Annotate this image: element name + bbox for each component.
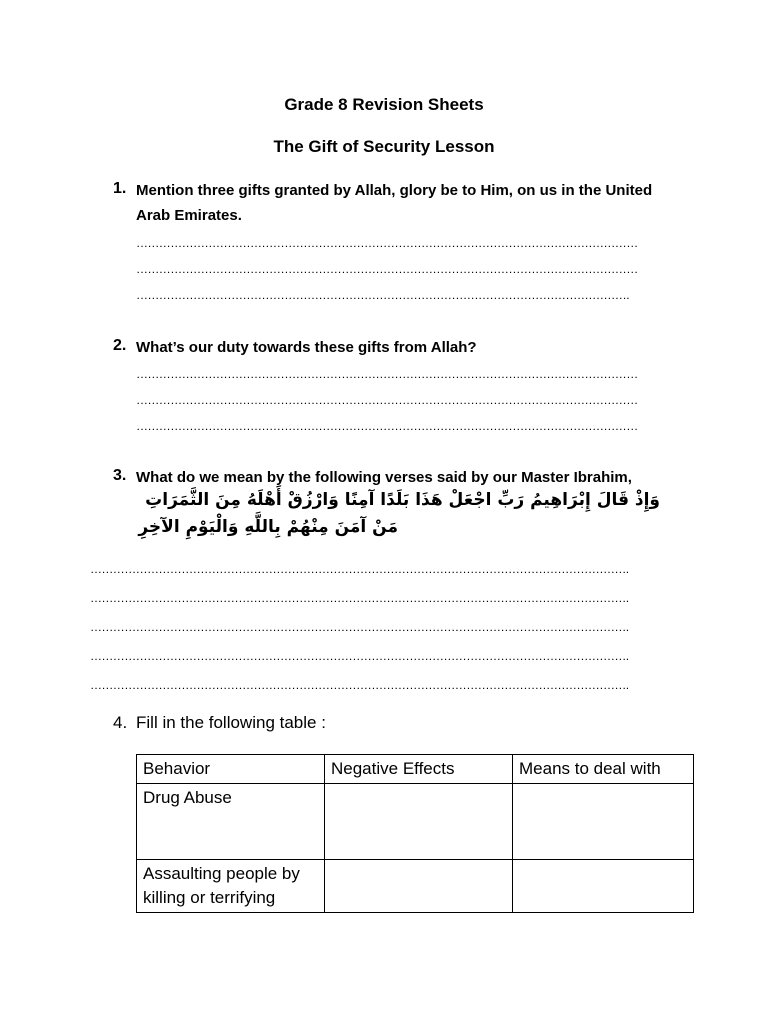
answer-line[interactable]: …………………………………………………………………………………………………………………………….	[90, 678, 629, 692]
means-to-deal-cell[interactable]	[513, 784, 694, 860]
answer-line[interactable]: …………………………………………………………………………………………………………………………….	[90, 649, 629, 663]
behavior-table	[136, 754, 694, 913]
question-4-text: Fill in the following table :	[136, 713, 326, 732]
answer-line[interactable]: ……………………………………………………………………………………………………………………	[136, 367, 638, 381]
table-row	[137, 784, 694, 860]
table-header-row	[137, 755, 694, 784]
means-to-deal-cell[interactable]	[513, 860, 694, 913]
quran-verse-line-2: مَنْ آمَنَ مِنْهُمْ بِاللَّهِ وَالْيَوْمِ الآخِرِ	[138, 517, 398, 537]
question-1-number: 1.	[113, 180, 127, 197]
negative-effects-cell[interactable]	[325, 860, 513, 913]
table-row	[137, 860, 694, 913]
page-title: Grade 8 Revision Sheets	[284, 95, 484, 114]
question-2-text: What’s our duty towards these gifts from Allah?	[136, 339, 477, 356]
answer-line[interactable]: ……………………………………………………………………………………………………………………	[136, 262, 638, 276]
question-3-text: What do we mean by the following verses said by our Master Ibrahim,	[136, 469, 632, 486]
behavior-cell: Drug Abuse	[137, 784, 325, 860]
behavior-cell: Assaulting people by killing or terrifying	[137, 860, 325, 913]
question-1-text: Mention three gifts granted by Allah, glory be to Him, on us in the United Arab Emirates.	[136, 182, 653, 224]
answer-line[interactable]: ……………………………………………………………………………………………………………………	[136, 393, 638, 407]
header-negative-effects: Negative Effects	[325, 755, 513, 784]
answer-line[interactable]: …………………………………………………………………………………………………………………………….	[90, 591, 629, 605]
answer-line[interactable]: ……………………………………………………………………………………………………………………	[136, 236, 638, 250]
answer-line[interactable]: ………………………………………………………………………………………………………………….	[136, 288, 629, 302]
answer-line[interactable]: …………………………………………………………………………………………………………………………….	[90, 562, 629, 576]
answer-line[interactable]: …………………………………………………………………………………………………………………………….	[90, 620, 629, 634]
negative-effects-cell[interactable]	[325, 784, 513, 860]
question-2-number: 2.	[113, 337, 127, 354]
question-4-number: 4.	[113, 713, 128, 732]
answer-line[interactable]: ……………………………………………………………………………………………………………………	[136, 419, 638, 433]
header-behavior: Behavior	[137, 755, 325, 784]
question-3-number: 3.	[113, 467, 127, 484]
lesson-title: The Gift of Security Lesson	[273, 137, 495, 156]
header-means-to-deal: Means to deal with	[513, 755, 694, 784]
quran-verse-line-1: وَإِذْ قَالَ إِبْرَاهِيمُ رَبِّ اجْعَلْ هَذَا بَلَدًا آمِنًا وَارْزُقْ أَهْلَهُ مِنَ الثَّمَرَاتِ	[145, 490, 660, 510]
